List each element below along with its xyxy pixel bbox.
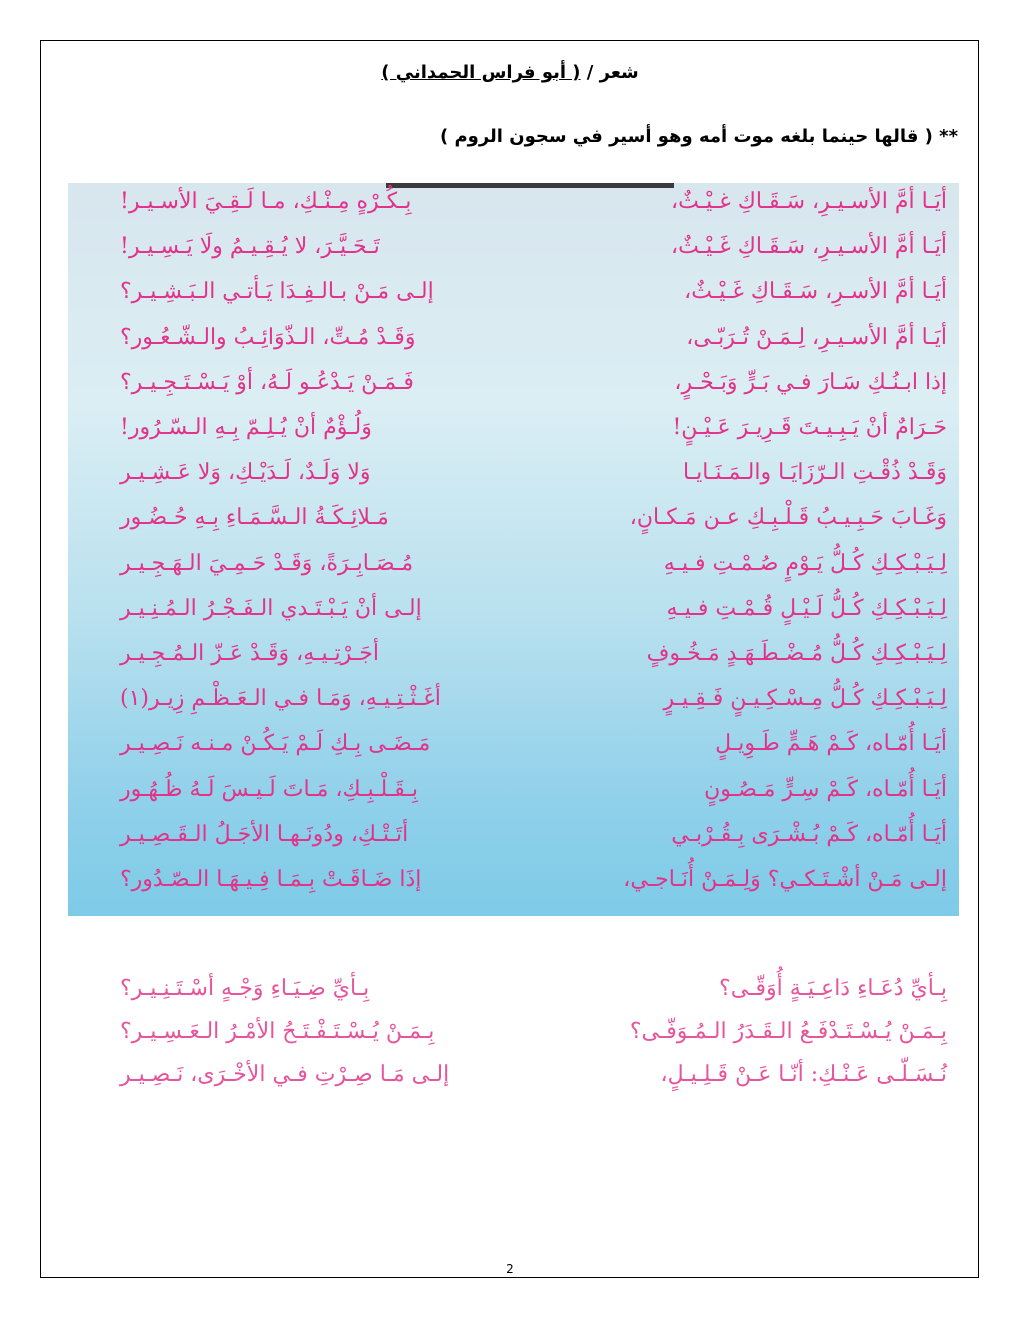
verse-second-hemistich: مُـصَـابِـرَةً، وَقَـدْ حَـمِـيَ الـهَـجِـيـر <box>120 550 414 576</box>
verse-row <box>68 1054 959 1097</box>
verse-row <box>68 183 959 223</box>
verse-second-hemistich: إلـى مَـا صِـرْتِ فـي الأخْـرَى، نَـصِـيـر <box>120 1062 450 1087</box>
page-title <box>0 62 1020 83</box>
verse-second-hemistich: تَـحَـيَّـرَ، لا يُـقِـيـمُ ولَا يَـسِـيـر! <box>120 234 380 260</box>
verse-row <box>68 271 959 313</box>
verse-second-hemistich: بِـكُـرْهٍ مِـنْـكِ، مـا لَـقِـيَ الأسـيـر! <box>120 189 412 214</box>
verse-first-hemistich: أيَـا أمَّ الأسـيـرِ، سَـقَـاكِ غَـيْـثٌ، <box>671 234 947 260</box>
verse-second-hemistich: فَـمَـنْ يَـدْعُـو لَـهُ، أوْ يَـسْـتَـجِـيـر؟ <box>120 369 414 395</box>
poem-occasion: ** ( قالها حينما بلغه موت أمه وهو أسير في سجون الروم ) <box>439 126 958 147</box>
verse-row <box>68 814 959 856</box>
verse-second-hemistich: إذَا ضَـاقَـتْ بِـمَـا فِـيـهَـا الـصّـدُور؟ <box>120 867 422 892</box>
verse-row <box>68 497 959 539</box>
title-prefix: شعر / <box>580 62 639 83</box>
verse-first-hemistich: إذا ابـنُـكِ سَـارَ فـي بَـرٍّ وَبَـحْـرٍ، <box>674 369 947 395</box>
verse-first-hemistich: بِـأيِّ دُعَـاءِ دَاعِـيَـةٍ أُوَقّـى؟ <box>719 976 947 1001</box>
verse-first-hemistich: أيَـا أمَّ الأسـيـرِ، لِـمَـنْ تُـرَبّـى، <box>686 324 947 350</box>
verse-first-hemistich: أيَـا أمَّ الأسـرِ، سَـقَـاكِ غَـيْـثٌ، <box>684 279 947 305</box>
verse-row <box>68 588 959 630</box>
verse-row <box>68 769 959 811</box>
verse-row <box>68 317 959 359</box>
verse-first-hemistich: لِـيَـبْـكِـكِ كُـلُّ مِـسْـكِـيـنٍ فَـقِـيـرٍ <box>663 686 947 712</box>
verse-first-hemistich: وَقَـدْ ذُقْـتِ الـرّزَايَـا والـمَـنَـايـا <box>683 460 947 486</box>
verse-second-hemistich: إلـى أنْ يَـبْـتَـدي الـفَـجْـرُ الـمُـنِـيـر <box>120 595 422 621</box>
verse-second-hemistich: وَلا وَلَـدٌ، لَـدَيْـكِ، وَلا عَـشِـيـر <box>120 460 371 486</box>
poet-name: ( أبو فراس الحمداني ) <box>381 62 581 83</box>
verse-first-hemistich: حَـرَامٌ أنْ يَـبِـيـتَ قَـرِيـرَ عَـيْـنٍ! <box>672 415 947 440</box>
page-number: 2 <box>506 1262 514 1276</box>
poem-image-panel <box>68 183 959 916</box>
verse-second-hemistich: وَقَـدْ مُـتِّ، الـذّوَائِـبُ والـشّـعُـور؟ <box>120 324 416 350</box>
verse-second-hemistich: أتَـتْـكِ، ودُونَـهـا الأجَـلُ الـقَـصِـيـر <box>120 821 409 847</box>
verse-list <box>68 183 959 916</box>
verse-row <box>68 723 959 765</box>
verse-first-hemistich: أيَـا أُمّـاه، كَـمْ بُـشْـرَى بِـقُـرْبـي <box>671 821 947 847</box>
verse-first-hemistich: نُـسَـلّـى عَـنْـكِ: أنّـا عَـنْ قَـلِـيـلٍ، <box>660 1062 947 1087</box>
verse-row <box>68 859 959 901</box>
verse-first-hemistich: أيَـا أُمّـاه، كَـمْ هَـمٍّ طَـوِيـلٍ <box>715 731 947 757</box>
verse-first-hemistich: أيَـا أمَّ الأسـيـرِ، سَـقَـاكِ غـيْـثٌ، <box>671 189 947 214</box>
verse-row <box>68 452 959 494</box>
verse-first-hemistich: لِـيَـبْـكِـكِ كُـلُّ مُـضْـطَـهَـدٍ مَـخُـوفٍ <box>646 641 947 666</box>
verse-row <box>68 362 959 404</box>
verse-row <box>68 1011 959 1054</box>
verse-first-hemistich: أيَـا أُمّـاه، كَـمْ سِـرٍّ مَـصُـونٍ <box>704 776 947 802</box>
verse-second-hemistich: بِـأيِّ ضِـيَـاءِ وَجْـهٍ أسْـتَـنِـيـر؟ <box>120 976 370 1001</box>
verse-second-hemistich: أجَـرْتِـيـهِ، وَقَـدْ عَـزّ الـمُـجِـيـر <box>120 641 379 666</box>
verse-second-hemistich: أغَـثْـتِـيـهِ، وَمَـا فـي الـعَـظْـمِ زِيـر(١) <box>120 686 441 712</box>
lower-verse-list <box>68 968 959 1108</box>
verse-second-hemistich: إلـى مَـنْ بـالـفِـدَا يَـأتـي الـبَـشِـيـر؟ <box>120 279 434 305</box>
verse-row <box>68 226 959 268</box>
verse-row <box>68 633 959 675</box>
verse-row <box>68 543 959 585</box>
verse-first-hemistich: لِـيَـبْـكِـكِ كُـلُّ لَـيْـلٍ قُـمْـتِ فـيـهِ <box>666 595 947 621</box>
verse-first-hemistich: وَغَـابَ حَـبِـيـبُ قَـلْـبِـكِ عـن مَـكـانٍ، <box>629 505 947 531</box>
verse-second-hemistich: مَـضَـى بِـكِ لَـمْ يَـكُـنْ مـنـه نَـصِـيـر <box>120 731 431 757</box>
verse-second-hemistich: بِـقَـلْـبِـكِ، مَـاتَ لَـيـسَ لَـهُ ظُـهُـور <box>120 776 418 802</box>
verse-row <box>68 407 959 449</box>
verse-first-hemistich: إلـى مَـنْ أشْـتَـكـي؟ وَلِـمَـنْ أُنَـاجـي، <box>623 867 947 892</box>
verse-second-hemistich: بِـمَـنْ يُـسْـتَـفْـتَـحُ الأمْـرُ الـعَـسِـيـر؟ <box>120 1019 435 1044</box>
verse-second-hemistich: مَـلائِـكَـةُ الـسَّـمَـاءِ بِـهِ حُـضُـور <box>120 505 389 531</box>
verse-row <box>68 678 959 720</box>
verse-row <box>68 968 959 1011</box>
verse-first-hemistich: بِـمَـنْ يُـسْـتَـدْفَـعُ الـقَـدَرُ الـمُـوَفّـى؟ <box>629 1019 947 1044</box>
verse-first-hemistich: لِـيَـبْـكِـكِ كُـلُّ يَـوْمٍ صُـمْـتِ فـيـهِ <box>663 550 947 576</box>
verse-second-hemistich: وَلُـؤْمٌ أنْ يُـلِـمّ بِـهِ الـسّـرُور! <box>120 415 372 440</box>
